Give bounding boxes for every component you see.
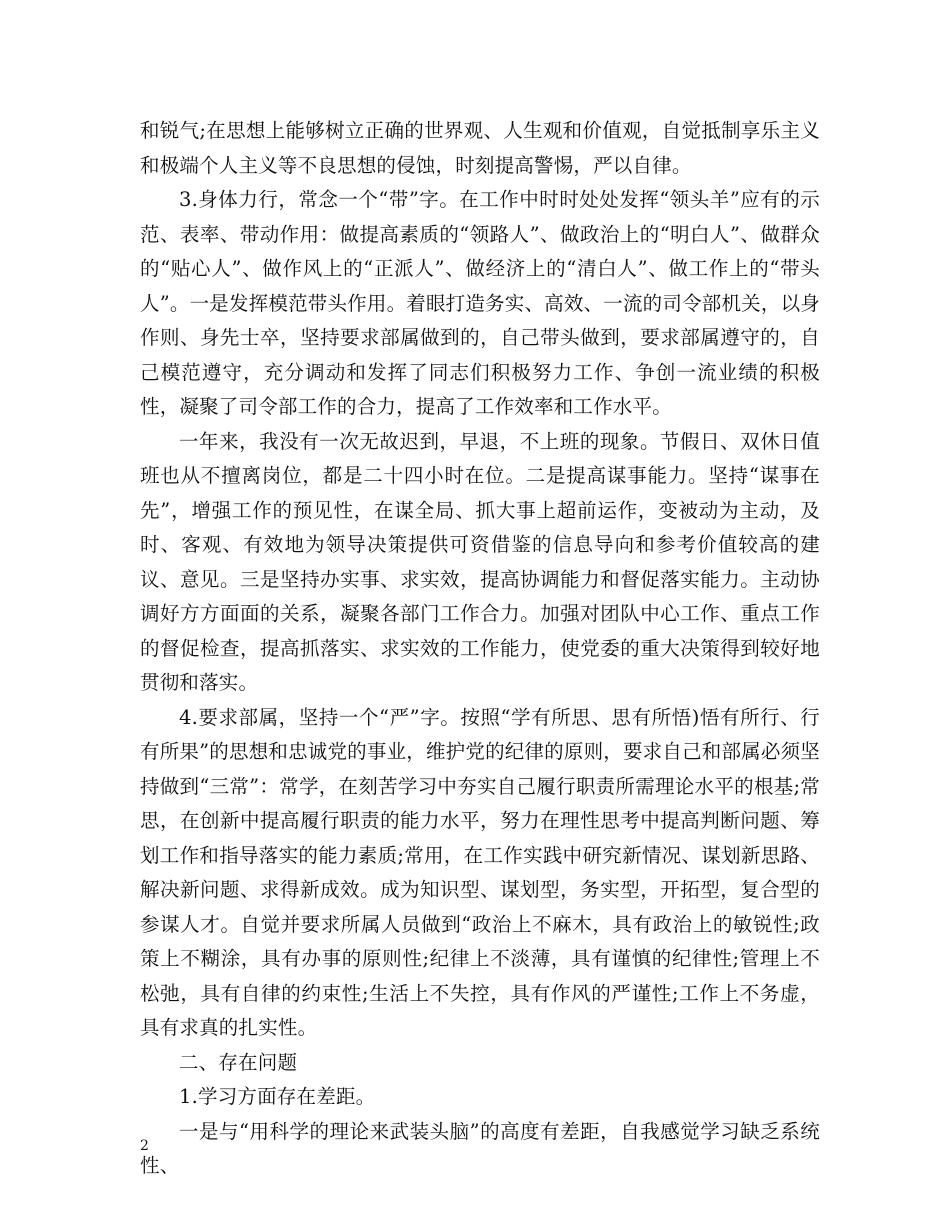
document-body — [140, 114, 820, 1184]
paragraph: 一年来，我没有一次无故迟到，早退，不上班的现象。节假日、双休日值班也从不擅离岗位，都是二十四小时在位。二是提高谋事能力。坚持“谋事在先”，增强工作的预见性，在谋全局、抓大事上超前运作，变被动为主动，及时、客观、有效地为领导决策提供可资借鉴的信息导向和参考价值较高的建议、意见。三是坚持办实事、求实效，提高协调能力和督促落实能力。主动协调好方方面面的关系，凝聚各部门工作合力。加强对团队中心工作、重点工作的督促检查，提高抓落实、求实效的工作能力，使党委的重大决策得到较好地贯彻和落实。 — [140, 429, 820, 694]
paragraph: 3.身体力行，常念一个“带”字。在工作中时时处处发挥“领头羊”应有的示范、表率、带动作用：做提高素质的“领路人”、做政治上的“明白人”、做群众的“贴心人”、做作风上的“正派人”、做经济上的“清白人”、做工作上的“带头人”。一是发挥模范带头作用。着眼打造务实、高效、一流的司令部机关，以身作则、身先士卒，坚持要求部属做到的，自己带头做到，要求部属遵守的，自己模范遵守，充分调动和发挥了同志们积极努力工作、争创一流业绩的积极性，凝聚了司令部工作的合力，提高了工作效率和工作水平。 — [140, 188, 820, 418]
subsection-heading: 1.学习方面存在差距。 — [179, 1085, 376, 1108]
paragraph: 4.要求部属，坚持一个“严”字。按照“学有所思、思有所悟)悟有所行、行有所果”的思想和忠诚党的事业，维护党的纪律的原则，要求自己和部属必须坚持做到“三常”：常学，在刻苦学习中夯实自己履行职责所需理论水平的根基;常思，在创新中提高履行职责的能力水平，努力在理性思考中提高判断问题、筹划工作和指导落实的能力素质;常用，在工作实践中研究新情况、谋划新思路、解决新问题、求得新成效。成为知识型、谋划型，务实型，开拓型，复合型的参谋人才。自觉并要求所属人员做到“政治上不麻木，具有政治上的敏锐性;政策上不糊涂，具有办事的原则性;纪律上不淡薄，具有谨慎的纪律性;管理上不松弛，具有自律的约束性;生活上不失控，具有作风的严谨性;工作上不务虚，具有求真的扎实性。 — [140, 705, 820, 1039]
paragraph: 和锐气;在思想上能够树立正确的世界观、人生观和价值观，自觉抵制享乐主义和极端个人主义等不良思想的侵蚀，时刻提高警惕，严以自律。 — [140, 119, 820, 177]
paragraph: 一是与“用科学的理论来武装头脑”的高度有差距，自我感觉学习缺乏系统性、 — [140, 1119, 820, 1177]
page-number: 2 — [140, 1138, 149, 1154]
section-heading: 二、存在问题 — [179, 1050, 298, 1074]
